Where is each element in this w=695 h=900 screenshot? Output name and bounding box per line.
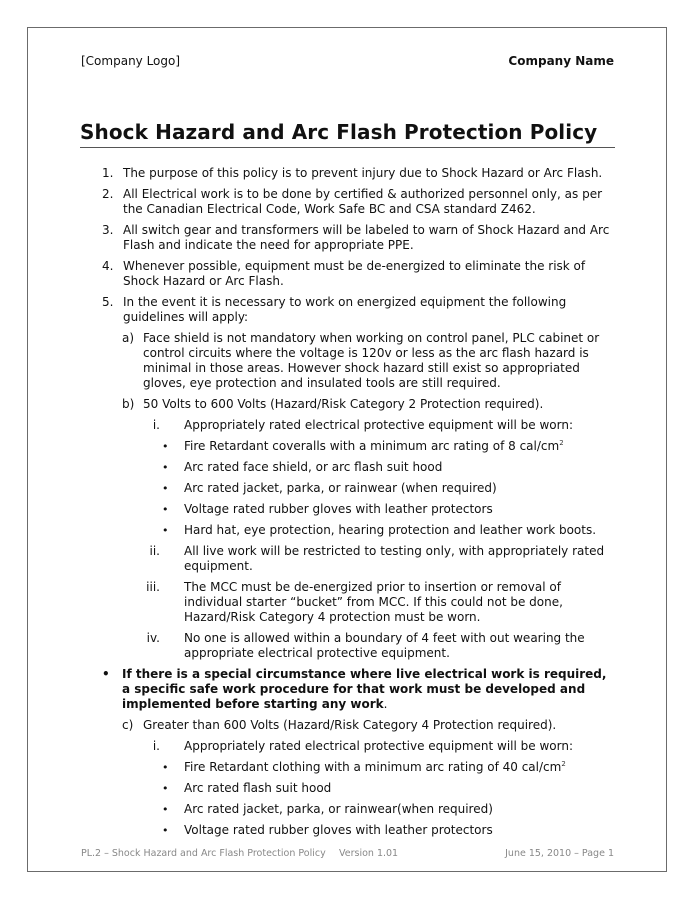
list-marker: 1.: [102, 166, 114, 180]
guideline-b-i: [80, 418, 615, 433]
special-circumstance-note: [80, 667, 615, 712]
list-marker: iv.: [146, 631, 160, 645]
bullet-icon: •: [162, 503, 169, 516]
bullet-icon: •: [162, 482, 169, 495]
bullet-icon: •: [162, 524, 169, 537]
bullet-text: Voltage rated rubber gloves with leather protectors: [184, 823, 493, 837]
list-marker: ii.: [149, 544, 160, 558]
ppe-bullet: [80, 481, 615, 496]
bullet-icon: •: [162, 824, 169, 837]
ppe-bullet: [80, 439, 615, 454]
company-name: Company Name: [508, 54, 614, 68]
list-marker: 5.: [102, 295, 114, 309]
guideline-c: [80, 718, 615, 733]
bullet-text: Arc rated jacket, parka, or rainwear (when required): [184, 481, 497, 495]
bullet-text: Fire Retardant clothing with a minimum arc rating of 40 cal/cm: [184, 760, 562, 774]
policy-item-text: All switch gear and transformers will be labeled to warn of Shock Hazard and Arc Flash and indicate the need for appropriate PPE.: [123, 223, 610, 252]
policy-item-4: [80, 259, 615, 289]
guideline-c-i: [80, 739, 615, 754]
policy-item-3: [80, 223, 615, 253]
bullet-text: Arc rated jacket, parka, or rainwear(when required): [184, 802, 493, 816]
guideline-text: All live work will be restricted to testing only, with appropriately rated equipment.: [184, 544, 605, 573]
guideline-text: The MCC must be de-energized prior to insertion or removal of individual starter “bucket” from MCC. If this could not be done, Hazard/Risk Category 4 protection must be worn.: [184, 580, 563, 624]
list-marker: 3.: [102, 223, 114, 237]
policy-item-1: [80, 166, 615, 181]
list-marker: 4.: [102, 259, 114, 273]
guideline-text: No one is allowed within a boundary of 4 feet with out wearing the appropriate electrical protective equipment.: [184, 631, 585, 660]
footer-date-page: June 15, 2010 – Page 1: [505, 848, 614, 859]
ppe-bullet: [80, 781, 615, 796]
bullet-icon: •: [162, 761, 169, 774]
guideline-text: Greater than 600 Volts (Hazard/Risk Category 4 Protection required).: [143, 718, 557, 732]
list-marker: a): [122, 331, 135, 345]
ppe-bullet: [80, 523, 615, 538]
ppe-bullet: [80, 760, 615, 775]
guideline-text: Appropriately rated electrical protective equipment will be worn:: [184, 418, 573, 432]
bullet-text: Hard hat, eye protection, hearing protection and leather work boots.: [184, 523, 597, 537]
list-marker: i.: [152, 739, 160, 753]
guideline-text: Face shield is not mandatory when working on control panel, PLC cabinet or control circuits where the voltage is 120v or less as the arc flash hazard is minimal in those areas. However shock hazard still exist so appropriated gloves, eye protection and insulated tools are still required.: [143, 331, 600, 390]
list-marker: b): [122, 397, 135, 411]
superscript: 2: [561, 760, 566, 768]
bullet-icon: •: [102, 667, 110, 681]
ppe-bullet: [80, 460, 615, 475]
guideline-a: [80, 331, 615, 391]
superscript: 2: [559, 439, 564, 447]
guideline-text: 50 Volts to 600 Volts (Hazard/Risk Category 2 Protection required).: [143, 397, 544, 411]
list-marker: iii.: [146, 580, 160, 594]
bullet-text: Arc rated flash suit hood: [184, 781, 332, 795]
page-title: Shock Hazard and Arc Flash Protection Policy: [80, 119, 615, 148]
ppe-bullet: [80, 802, 615, 817]
guideline-text: Appropriately rated electrical protective equipment will be worn:: [184, 739, 573, 753]
special-note-tail: .: [383, 697, 388, 711]
company-logo-placeholder: [Company Logo]: [81, 54, 181, 68]
list-marker: 2.: [102, 187, 114, 201]
bullet-text: Fire Retardant coveralls with a minimum arc rating of 8 cal/cm: [184, 439, 560, 453]
policy-item-text: All Electrical work is to be done by certified & authorized personnel only, as per the Canadian Electrical Code, Work Safe BC and CSA standard Z462.: [123, 187, 603, 216]
list-marker: c): [122, 718, 134, 732]
bullet-icon: •: [162, 461, 169, 474]
list-marker: i.: [152, 418, 160, 432]
bullet-icon: •: [162, 803, 169, 816]
ppe-bullet: [80, 502, 615, 517]
bullet-text: Arc rated face shield, or arc flash suit hood: [184, 460, 443, 474]
bullet-icon: •: [162, 440, 169, 453]
policy-item-text: The purpose of this policy is to prevent injury due to Shock Hazard or Arc Flash.: [123, 166, 603, 180]
policy-item-text: Whenever possible, equipment must be de-energized to eliminate the risk of Shock Hazard or Arc Flash.: [123, 259, 586, 288]
policy-content: [80, 166, 615, 844]
policy-item-text: In the event it is necessary to work on energized equipment the following guidelines will apply:: [123, 295, 567, 324]
policy-item-2: [80, 187, 615, 217]
guideline-b-iii: [80, 580, 615, 625]
bullet-text: Voltage rated rubber gloves with leather protectors: [184, 502, 493, 516]
guideline-b-ii: [80, 544, 615, 574]
footer-version: Version 1.01: [339, 848, 399, 859]
ppe-bullet: [80, 823, 615, 838]
special-note-text: If there is a special circumstance where live electrical work is required, a specific safe work procedure for that work must be developed and implemented before starting any work: [122, 667, 607, 711]
policy-item-5: [80, 295, 615, 325]
guideline-b: [80, 397, 615, 412]
footer-doc-ref: PL.2 – Shock Hazard and Arc Flash Protection Policy: [81, 848, 326, 859]
bullet-icon: •: [162, 782, 169, 795]
guideline-b-iv: [80, 631, 615, 661]
